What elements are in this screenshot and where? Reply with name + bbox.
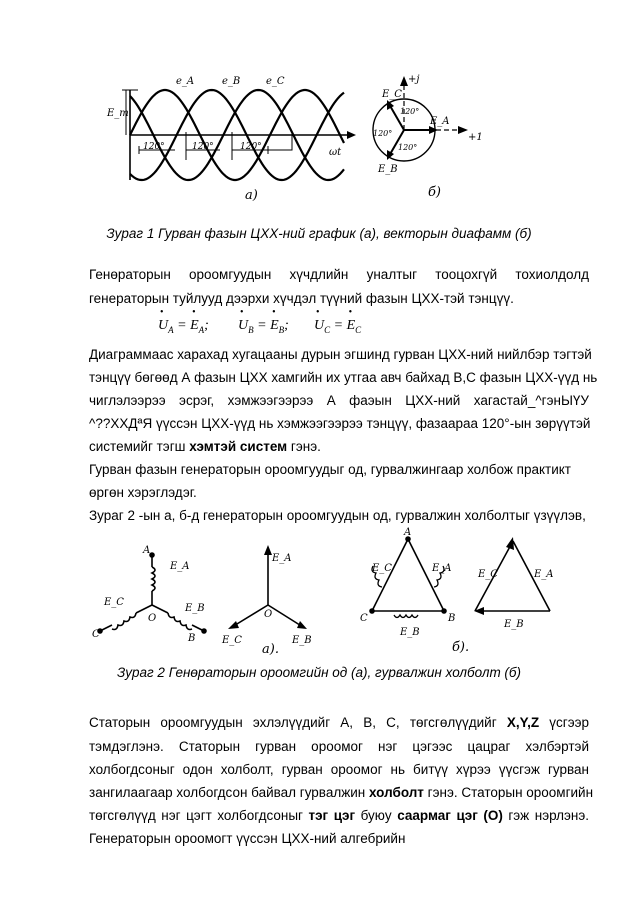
delta-label-eb: E_B	[400, 627, 420, 638]
angle-label-3: 120°	[398, 143, 418, 152]
star-label-c: C	[92, 629, 100, 640]
delta-label-ec: E_C	[372, 563, 392, 574]
delta-vector-label-ec: E_C	[478, 569, 498, 580]
paragraph2-line2: тэнцүү бөгөөд А фазын ЦХХ хамгийн их утгаа авч байхад В,С фазын ЦХХ-үүд нь	[89, 370, 598, 385]
star-label-ea: E_A	[170, 561, 190, 572]
delta-label-a: A	[404, 527, 412, 538]
star-label-ec: E_C	[104, 597, 124, 608]
paragraph2-line1: Диаграммаас харахад хугацааны дурын эгшинд гурван ЦХХ-ний нийлбэр тэгтэй	[89, 347, 592, 362]
equation-term-a: • $U_A$ = • $E_A$;	[158, 318, 209, 335]
delta-label-b: B	[448, 613, 456, 624]
vector-star-label-ea: E_A	[272, 553, 292, 564]
paragraph4-line2: тэмдэглэнэ. Статорын гурван ороомог нэг цэгээс цацраг хэлбэртэй	[89, 739, 589, 754]
star-label-b: B	[188, 633, 196, 644]
phase-label-1: 120°	[143, 142, 165, 152]
axis-real-label: +1	[468, 132, 483, 143]
paragraph3-line1: Гурван фазын генераторын ороомгуудыг од, гурвалжингаар холбож практикт	[89, 462, 571, 477]
phase-label-2: 120°	[192, 142, 214, 152]
vector-star-label-eb: E_B	[292, 635, 312, 646]
label-omega-t: ωt	[329, 147, 342, 158]
delta-label-ea: E_A	[432, 563, 452, 574]
figure1-caption: Зураг 1 Гурван фазын ЦХХ-ний график (а), векторын диафамм (б)	[106, 226, 532, 241]
star-label-eb: E_B	[185, 603, 205, 614]
delta-vector-label-eb: E_B	[504, 619, 524, 630]
figure2-drawing	[0, 525, 638, 660]
paragraph4-line4: зангилаагаар холбогдсон байвал гурвалжин холболт гэнэ. Статорын ороомгийн	[89, 785, 594, 800]
term-symmetric-system: хэмтэй систем	[189, 439, 288, 454]
three-phase-graph	[122, 90, 356, 180]
equation-term-b: • $U_B$ = • $E_B$;	[238, 318, 289, 335]
angle-label-1: 120°	[400, 107, 420, 116]
part-label-a: a)	[245, 188, 258, 203]
paragraph4-line6: Генераторын ороомогт үүссэн ЦХХ-ний алгебрийн	[89, 831, 406, 846]
star-label-o: O	[148, 613, 157, 624]
vector-star-label-o: O	[264, 609, 273, 620]
term-xyz: X,Y,Z	[506, 715, 540, 730]
term-connection: холболт	[369, 785, 424, 800]
paragraph1-line1: Генөраторын ороомгуудын хүчдлийн уналтыг тооцохгүй тохиолдолд	[89, 267, 589, 282]
phase-label-3: 120°	[240, 142, 262, 152]
figure1-drawing	[0, 0, 638, 220]
paragraph4-line5: төгсгөлүүд нэг цэгт холбогдсоныг тэг цэг буюу саармаг цэг (О) гэж нэрлэнэ.	[89, 808, 589, 823]
delta-connection-windings	[370, 537, 446, 618]
paragraph1-line2: генераторын туйлууд дээрхи хүчдэл түүний фазын ЦХХ-тэй тэнцүү.	[89, 291, 514, 306]
vector-star-label-ec: E_C	[222, 635, 242, 646]
label-em: E_m	[107, 108, 129, 119]
delta-label-c: C	[360, 613, 368, 624]
delta-vector-label-ea: E_A	[534, 569, 554, 580]
equation-term-c: • $U_C$ = • $E_C$	[314, 318, 361, 335]
label-e-b: e_B	[222, 76, 241, 87]
paragraph2-line4: ^??ХХДªЯ үүссэн ЦХХ-үүд нь хэмжээгээрээ тэнцүү, фазаараа 120°-ын зөрүүтэй	[89, 416, 591, 431]
paragraph2-line5: системийг тэгш хэмтэй систем гэнэ.	[89, 439, 321, 454]
label-e-c: e_C	[266, 76, 285, 87]
vector-label-e-a: E_A	[430, 116, 450, 127]
figure2-part-a: a).	[262, 642, 279, 657]
term-zero-point: тэг цэг	[308, 808, 356, 823]
term-neutral-point: саармаг цэг (О)	[397, 808, 503, 823]
paragraph4-line3: холбогдсоныг одон холболт, гурван ороомог нь битүү хүрээ үүсгэж гурван	[89, 762, 589, 777]
angle-label-2: 120°	[373, 129, 393, 138]
figure2-caption: Зураг 2 Генөраторын ороомгийн од (а), гурвалжин холболт (б)	[116, 665, 522, 680]
paragraph3-line2: өргөн хэрэглэдэг.	[89, 485, 197, 500]
vector-label-e-b: E_B	[378, 164, 398, 175]
axis-j-label: +j	[408, 74, 420, 85]
figure2-part-b: б).	[452, 640, 470, 655]
paragraph3-line3: Зураг 2 -ын а, б-д генераторын ороомгуудын од, гурвалжин холболтыг үзүүлэв,	[89, 508, 586, 523]
part-label-b: б)	[428, 185, 442, 200]
paragraph4-line1: Статорын ороомгуудын эхлэлүүдийг А, В, С, төгсгөлүүдийг X,Y,Z үсгээр	[89, 715, 589, 730]
label-e-a: e_A	[176, 76, 195, 87]
paragraph2-line3: чиглэлээрээ эсрэг, хэмжээгээрээ А фаэын ЦХХ-ний хагастай_^гэнЫҮУ	[89, 393, 589, 408]
star-label-a: A	[143, 545, 151, 556]
vector-label-e-c: E_C	[382, 89, 402, 100]
